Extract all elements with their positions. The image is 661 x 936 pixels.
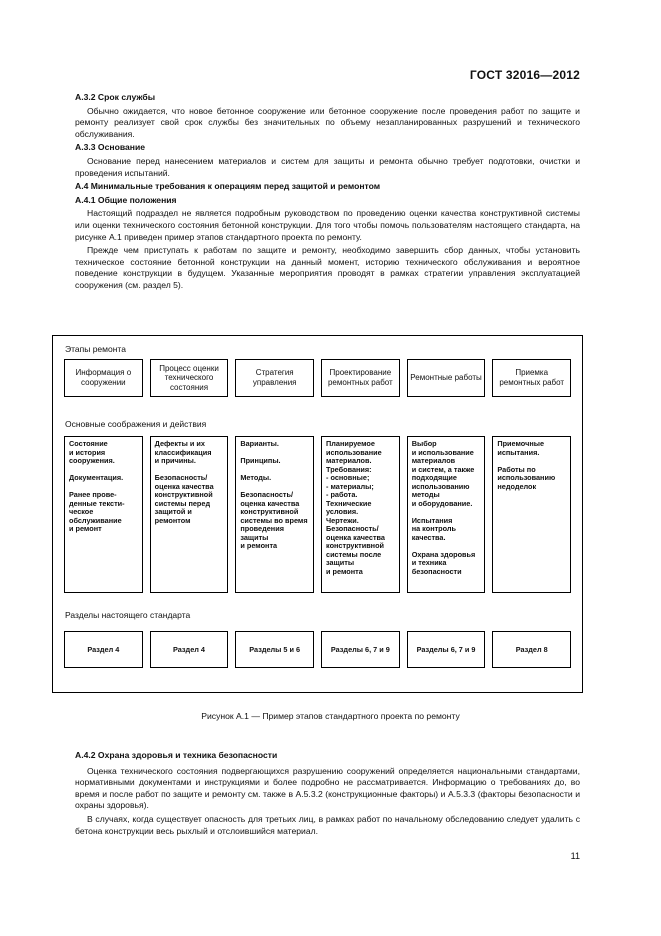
section-title: А.3.3 Основание — [75, 142, 146, 153]
consideration-box — [321, 436, 400, 593]
section-box: Раздел 4 — [64, 631, 143, 668]
stage-box: Стратегия управления — [235, 359, 314, 397]
paragraph: В случаях, когда существует опасность для третьих лиц, в рамках работ по начальному обследованию следует удалить с бетона конструкции весь рыхлый и отслоившийся материал. — [75, 813, 580, 836]
stage-box: Информация о сооружении — [64, 359, 143, 397]
consideration-text: Приемочные испытания. Работы по использованию недоделок — [497, 439, 556, 491]
page-number: 11 — [570, 851, 580, 861]
section-box: Разделы 6, 7 и 9 — [321, 631, 400, 668]
section-title: А.4.1 Общие положения — [75, 194, 177, 205]
consideration-box — [150, 436, 229, 593]
considerations-label: Основные соображения и действия — [65, 419, 207, 429]
paragraph: Обычно ожидается, что новое бетонное сооружение или бетонное сооружение после проведения работ по защите и ремонту реализует свой срок службы без значительных по объему незапланированных разрушений и технического обслуживания. — [75, 105, 580, 139]
stage-box: Проектирование ремонтных работ — [321, 359, 400, 397]
page-header: ГОСТ 32016—2012 — [469, 68, 580, 82]
stage-box: Приемка ремонтных работ — [492, 359, 571, 397]
consideration-text: Выбор и использование материалов и систем, а также подходящие использованию методы и оборудование. Испытания на контроль качества. Охрана здоровья и техника безопасности — [411, 439, 476, 576]
stage-box: Процесс оценки технического состояния — [150, 359, 229, 397]
consideration-box — [64, 436, 143, 593]
section-box: Раздел 4 — [150, 631, 229, 668]
section-title: А.4 Минимальные требования к операциям перед защитой и ремонтом — [75, 181, 381, 192]
consideration-text: Дефекты и их классификация и причины. Безопасность/ оценка качества конструктивной системы перед защитой и ремонтом — [154, 439, 214, 525]
consideration-box — [492, 436, 571, 593]
considerations-row — [64, 436, 571, 593]
repair-stages-figure — [52, 335, 583, 693]
paragraph: Основание перед нанесением материалов и систем для защиты и ремонта обычно требует подготовки, очистки и проведения испытаний. — [75, 155, 580, 178]
stages-label: Этапы ремонта — [65, 344, 126, 354]
consideration-box — [407, 436, 486, 593]
consideration-text: Варианты. Принципы. Методы. Безопасность/ оценка качества конструктивной системы во время проведения защиты и ремонта — [240, 439, 308, 550]
stages-row — [64, 359, 571, 397]
bottom-text — [75, 750, 580, 839]
consideration-text: Состояние и история сооружения. Документация. Ранее прове- денные тексти- ческое обслуживание и ремонт — [69, 439, 125, 533]
section-box: Разделы 5 и 6 — [235, 631, 314, 668]
paragraph: Прежде чем приступать к работам по защите и ремонту, необходимо завершить сбор данных, чтобы установить техническое состояние бетонной конструкции на данный момент, историю технического обслуживания и вероятное поведение конструкции в будущем. Указанные мероприятия проводят в рамках стратегии управления эксплуатацией сооружения (см. раздел 5). — [75, 245, 580, 290]
section-box: Раздел 8 — [492, 631, 571, 668]
section-box: Разделы 6, 7 и 9 — [407, 631, 486, 668]
consideration-text: Планируемое использование материалов. Требования: - основные; - материалы; - работа. Технические условия. Чертежи. Безопасность/ оценка качества конструктивной системы после защиты и ремонта — [326, 439, 385, 576]
consideration-box — [235, 436, 314, 593]
paragraph: Настоящий подраздел не является подробным руководством по проведению оценки качества конструктивной системы или оценки технического состояния бетонной конструкции. Для того чтобы помочь пользователям настоящего стандарта, на рисунке А.1 приведен пример этапов стандартного проекта по ремонту. — [75, 208, 580, 242]
paragraph: Оценка технического состояния подвергающихся разрушению сооружений определяется национальными стандартами, нормативными документами и инструкциями и более подробно не рассматривается. Информацию о требованиях до, во время и после работ по защите и ремонту см. также в А.5.3.2 (конструкционные факторы) и А.5.3.3 (факторы безопасности и охраны здоровья). — [75, 765, 580, 811]
section-title: А.4.2 Охрана здоровья и техника безопасности — [75, 750, 278, 760]
top-text — [75, 92, 580, 294]
standard-sections-label: Разделы настоящего стандарта — [65, 610, 191, 620]
stage-box: Ремонтные работы — [407, 359, 486, 397]
section-title: А.3.2 Срок службы — [75, 92, 156, 102]
figure-caption: Рисунок А.1 — Пример этапов стандартного проекта по ремонту — [201, 711, 460, 721]
standard-sections-row — [64, 631, 571, 668]
